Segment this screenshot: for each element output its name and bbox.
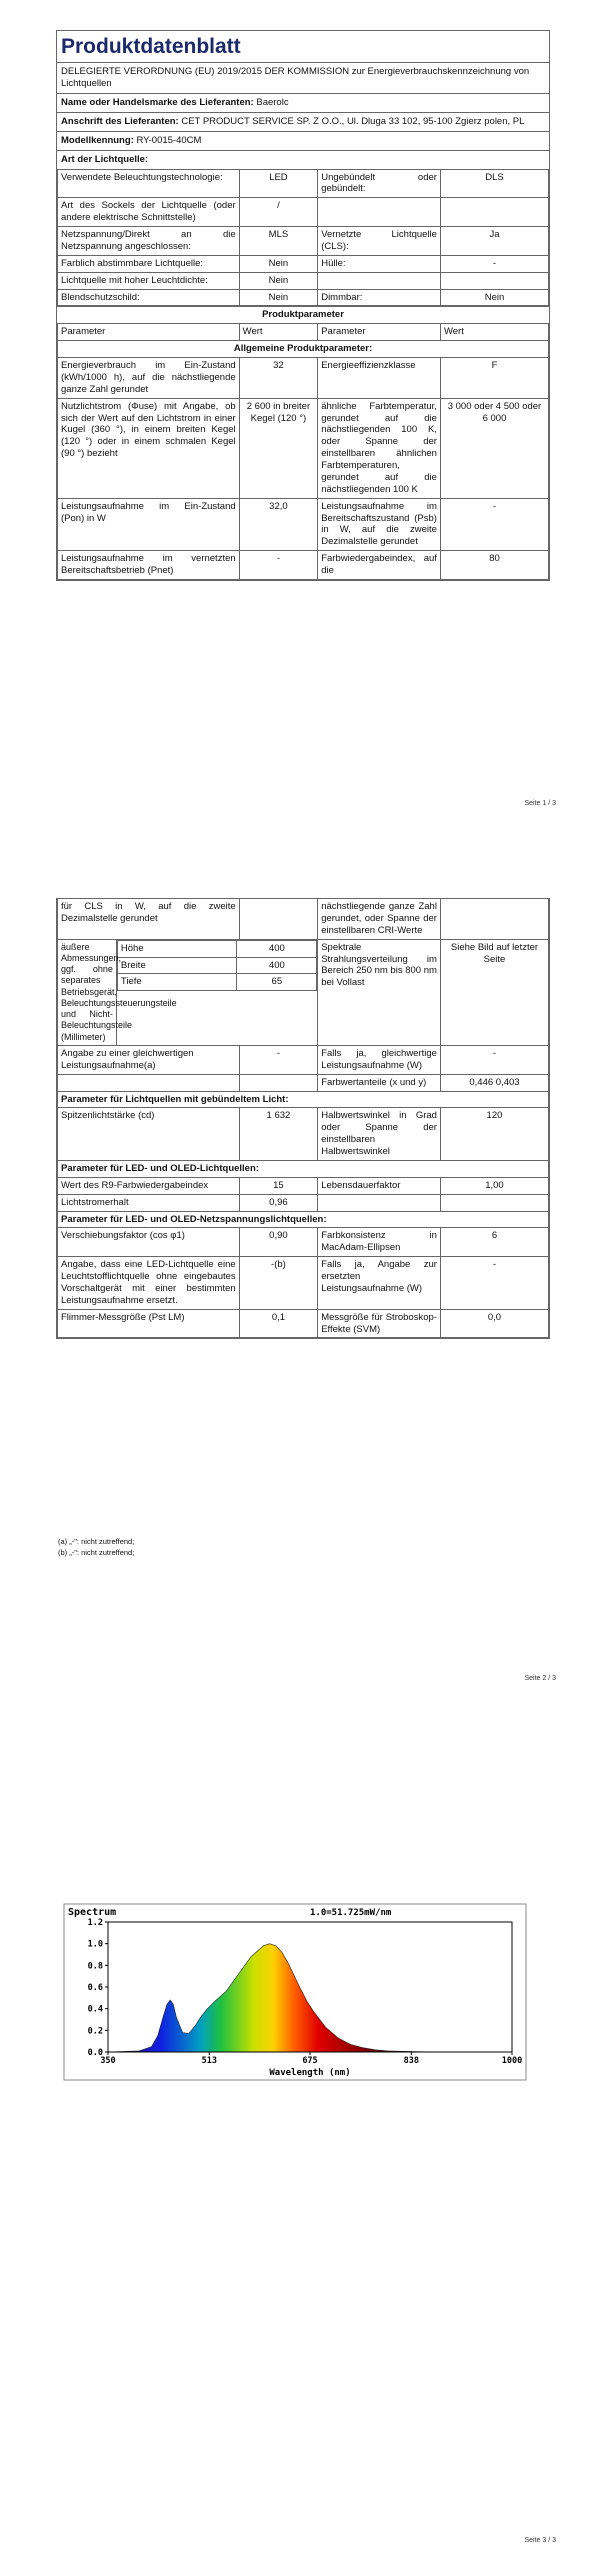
cls-power-cont: für CLS in W, auf die zweite Dezimalstelle gerundet bbox=[58, 899, 240, 940]
type_rows-cell bbox=[440, 272, 548, 289]
type_rows-row bbox=[58, 272, 549, 289]
empty-cell bbox=[239, 1074, 318, 1091]
dimension-value: 400 bbox=[237, 940, 317, 957]
y-tick-label: 1.2 bbox=[87, 1918, 103, 1928]
type_rows-cell: Lichtquelle mit hoher Leuchtdichte: bbox=[58, 272, 240, 289]
flicker-value: 0,1 bbox=[239, 1309, 318, 1338]
consist-value: 6 bbox=[440, 1228, 548, 1257]
light-source-type-table bbox=[57, 169, 549, 307]
datasheet-page-1 bbox=[56, 30, 550, 581]
spectral-label: Spektrale Strahlungsverteilung im Bereich 250 nm bis 800 nm bei Vollast bbox=[318, 939, 441, 1045]
col-param-1: Parameter bbox=[58, 324, 240, 341]
supplier-name-row bbox=[57, 94, 549, 113]
general-params-band: Allgemeine Produktparameter: bbox=[58, 341, 549, 358]
regulation-subtitle: DELEGIERTE VERORDNUNG (EU) 2019/2015 DER KOMMISSION zur Energieverbrauchskennzeichnung von Lichtquellen bbox=[57, 63, 549, 94]
general_rows-cell: Farbwiedergabeindex, auf die bbox=[318, 551, 441, 580]
life-value: 1,00 bbox=[440, 1177, 548, 1194]
general_rows-cell: 2 600 in breiter Kegel (120 °) bbox=[239, 398, 318, 498]
x-axis-label: Wavelength (nm) bbox=[269, 2068, 351, 2078]
type_rows-cell: Nein bbox=[239, 255, 318, 272]
strobo-label: Messgröße für Stroboskop-Effekte (SVM) bbox=[318, 1309, 441, 1338]
disp-value: 0,90 bbox=[239, 1228, 318, 1257]
cri-cont: nächstliegende ganze Zahl gerundet, oder Spanne der einstellbaren CRI-Werte bbox=[318, 899, 441, 940]
type_rows-cell: Verwendete Beleuchtungstechnologie: bbox=[58, 169, 240, 198]
dimensions-table bbox=[117, 940, 317, 992]
dimension-row bbox=[117, 974, 316, 991]
product-params-header bbox=[57, 323, 549, 580]
maint-label: Lichtstromerhalt bbox=[58, 1194, 240, 1211]
page-title: Produktdatenblatt bbox=[57, 31, 549, 63]
spectrum-chart bbox=[60, 1900, 530, 2085]
type_rows-cell bbox=[440, 198, 548, 227]
dimension-label: Höhe bbox=[117, 940, 237, 957]
type_rows-row bbox=[58, 198, 549, 227]
type_rows-cell: Netzspannung/Direkt an die Netzspannung angeschlossen: bbox=[58, 227, 240, 256]
supplier-address-value: CET PRODUCT SERVICE SP. Z O.O., Ul. Dluga 33 102, 95-100 Zgierz polen, PL bbox=[181, 115, 525, 127]
chroma-value: 0,446 0,403 bbox=[440, 1074, 548, 1091]
footnotes bbox=[58, 1535, 134, 1558]
maint-value: 0,96 bbox=[239, 1194, 318, 1211]
replace-label: Angabe, dass eine LED-Lichtquelle eine Leuchtstofflichtquelle ohne eingebautes Vorschaltgerät mit einer bestimmten Leistungsaufnahme ersetzt. bbox=[58, 1257, 240, 1310]
dimension-row bbox=[117, 957, 316, 974]
type_rows-cell: DLS bbox=[440, 169, 548, 198]
chart-annotation: 1.0=51.725mW/nm bbox=[310, 1908, 392, 1918]
led-band: Parameter für LED- und OLED-Lichtquellen: bbox=[58, 1160, 549, 1177]
general_rows-row bbox=[58, 358, 549, 399]
light-source-type-heading: Art der Lichtquelle: bbox=[61, 153, 149, 165]
page-footer-2: Seite 2 / 3 bbox=[524, 1675, 556, 1682]
general_rows-row bbox=[58, 398, 549, 498]
x-tick-label: 350 bbox=[100, 2056, 116, 2066]
flicker-label: Flimmer-Messgröße (Pst LM) bbox=[58, 1309, 240, 1338]
general_rows-cell: - bbox=[440, 498, 548, 551]
x-tick-label: 1000 bbox=[501, 2056, 523, 2066]
dimension-value: 65 bbox=[237, 974, 317, 991]
datasheet-page-2 bbox=[56, 898, 550, 1339]
col-param-2: Parameter bbox=[318, 324, 441, 341]
general_rows-row bbox=[58, 551, 549, 580]
y-tick-label: 0.8 bbox=[87, 1961, 103, 1972]
type_rows-cell: Nein bbox=[440, 289, 548, 306]
dimensions-label: äußere Abmessungen, ggf. ohne separates Betriebsgerät, Beleuchtungssteuerungsteile und Nicht-Beleuchtungsteile (Millimeter) bbox=[58, 939, 117, 1045]
replace-right-value: - bbox=[440, 1257, 548, 1310]
empty-cell bbox=[58, 1074, 240, 1091]
general_rows-cell: 32 bbox=[239, 358, 318, 399]
dimension-row bbox=[117, 940, 316, 957]
equiv-right-label: Falls ja, gleichwertige Leistungsaufnahme (W) bbox=[318, 1045, 441, 1074]
type_rows-cell bbox=[318, 198, 441, 227]
page-1 bbox=[0, 0, 604, 820]
type_rows-cell: Nein bbox=[239, 272, 318, 289]
y-tick-label: 0.6 bbox=[87, 1983, 103, 1993]
page-3 bbox=[0, 1690, 604, 2560]
type_rows-cell: Farblich abstimmbare Lichtquelle: bbox=[58, 255, 240, 272]
type_rows-row bbox=[58, 227, 549, 256]
model-value: RY-0015-40CM bbox=[136, 134, 202, 146]
equiv-label: Angabe zu einer gleichwertigen Leistungsaufnahme(a) bbox=[58, 1045, 240, 1074]
type_rows-cell: Hülle: bbox=[318, 255, 441, 272]
y-tick-label: 0.2 bbox=[87, 2026, 103, 2037]
general_rows-cell: ähnliche Farbtemperatur, gerundet auf die nächstliegenden 100 K, oder Spanne der einstellbaren ähnlichen Farbtemperaturen, gerundet auf die nächstliegenden 100 K bbox=[318, 398, 441, 498]
type_rows-cell: Ungebündelt oder gebündelt: bbox=[318, 169, 441, 198]
page2-table bbox=[57, 898, 549, 1338]
disp-label: Verschiebungsfaktor (cos φ1) bbox=[58, 1228, 240, 1257]
equiv-value: - bbox=[239, 1045, 318, 1074]
type_rows-cell: Vernetzte Lichtquelle (CLS): bbox=[318, 227, 441, 256]
r9-label: Wert des R9-Farbwiedergabeindex bbox=[58, 1177, 240, 1194]
consist-label: Farbkonsistenz in MacAdam-Ellipsen bbox=[318, 1228, 441, 1257]
chroma-label: Farbwertanteile (x und y) bbox=[318, 1074, 441, 1091]
type_rows-cell: Art des Sockels der Lichtquelle (oder andere elektrische Schnittstelle) bbox=[58, 198, 240, 227]
y-tick-label: 1.0 bbox=[87, 1939, 103, 1950]
dimensions-cell bbox=[116, 939, 317, 1045]
general_rows-cell: Nutzlichtstrom (Φuse) mit Angabe, ob sich der Wert auf den Lichtstrom in einer Kugel (360 °), in einem breiten Kegel (120 °) oder in einem schmalen Kegel (90 °) bezieht bbox=[58, 398, 240, 498]
type_rows-cell: MLS bbox=[239, 227, 318, 256]
type_rows-cell: Nein bbox=[239, 289, 318, 306]
type_rows-row bbox=[58, 289, 549, 306]
type_rows-cell: Ja bbox=[440, 227, 548, 256]
y-tick-label: 0.4 bbox=[87, 2004, 103, 2015]
replace-value: -(b) bbox=[239, 1257, 318, 1310]
type_rows-cell: LED bbox=[239, 169, 318, 198]
life-label: Lebensdauerfaktor bbox=[318, 1177, 441, 1194]
general_rows-cell: Leistungsaufnahme im Ein-Zustand (Pon) in W bbox=[58, 498, 240, 551]
chart-title: Spectrum bbox=[68, 1907, 117, 1918]
general_rows-cell: 80 bbox=[440, 551, 548, 580]
type_rows-row bbox=[58, 169, 549, 198]
mains-band: Parameter für LED- und OLED-Netzspannungslichtquellen: bbox=[58, 1211, 549, 1228]
supplier-address-label: Anschrift des Lieferanten: bbox=[61, 115, 179, 127]
type_rows-cell: - bbox=[440, 255, 548, 272]
col-value-2: Wert bbox=[440, 324, 548, 341]
supplier-name-label: Name oder Handelsmarke des Lieferanten: bbox=[61, 97, 254, 108]
general_rows-cell: 32,0 bbox=[239, 498, 318, 551]
peak-value: 1 632 bbox=[239, 1108, 318, 1161]
type_rows-cell bbox=[318, 272, 441, 289]
empty-cell bbox=[239, 899, 318, 940]
product-params-band: Produktparameter bbox=[57, 306, 549, 323]
dimension-label: Breite bbox=[117, 957, 237, 974]
beam-label: Halbwertswinkel in Grad oder Spanne der einstellbaren Halbwertswinkel bbox=[318, 1108, 441, 1161]
general_rows-cell: 3 000 oder 4 500 oder 6 000 bbox=[440, 398, 548, 498]
page-footer-3: Seite 3 / 3 bbox=[524, 2537, 556, 2544]
page-2 bbox=[0, 820, 604, 1690]
x-tick-label: 838 bbox=[403, 2056, 419, 2066]
footnote-a: (a) „-": nicht zutreffend; bbox=[58, 1537, 135, 1546]
page-footer-1: Seite 1 / 3 bbox=[524, 800, 556, 807]
equiv-right-value: - bbox=[440, 1045, 548, 1074]
model-row bbox=[57, 132, 549, 151]
type_rows-cell: Blendschutzschild: bbox=[58, 289, 240, 306]
spectrum-svg bbox=[60, 1900, 530, 2085]
footnote-b: (b) „-": nicht zutreffend; bbox=[58, 1548, 135, 1558]
replace-right-label: Falls ja, Angabe zur ersetzten Leistungsaufnahme (W) bbox=[318, 1257, 441, 1310]
model-label: Modellkennung: bbox=[61, 134, 134, 146]
type_rows-cell: Dimmbar: bbox=[318, 289, 441, 306]
x-tick-label: 675 bbox=[302, 2056, 318, 2066]
general_rows-cell: Energieeffizienzklasse bbox=[318, 358, 441, 399]
empty-cell bbox=[440, 1194, 548, 1211]
general_rows-cell: Leistungsaufnahme im vernetzten Bereitschaftsbetrieb (Pnet) bbox=[58, 551, 240, 580]
general_rows-cell: Energieverbrauch im Ein-Zustand (kWh/1000 h), auf die nächstliegende ganze Zahl gerundet bbox=[58, 358, 240, 399]
type_rows-cell: / bbox=[239, 198, 318, 227]
dimension-value: 400 bbox=[237, 957, 317, 974]
y-tick-label: 0.0 bbox=[87, 2048, 103, 2058]
strobo-value: 0,0 bbox=[440, 1309, 548, 1338]
empty-cell bbox=[440, 899, 548, 940]
peak-label: Spitzenlichtstärke (cd) bbox=[58, 1108, 240, 1161]
general_rows-row bbox=[58, 498, 549, 551]
spectral-value: Siehe Bild auf letzter Seite bbox=[440, 939, 548, 1045]
supplier-address-row bbox=[57, 113, 549, 132]
directional-band: Parameter für Lichtquellen mit gebündeltem Licht: bbox=[58, 1091, 549, 1108]
x-tick-label: 513 bbox=[201, 2056, 217, 2066]
r9-value: 15 bbox=[239, 1177, 318, 1194]
dimension-label: Tiefe bbox=[117, 974, 237, 991]
beam-value: 120 bbox=[440, 1108, 548, 1161]
general_rows-cell: F bbox=[440, 358, 548, 399]
general_rows-cell: Leistungsaufnahme im Bereitschaftszustand (Psb) in W, auf die zweite Dezimalstelle gerundet bbox=[318, 498, 441, 551]
col-value-1: Wert bbox=[239, 324, 318, 341]
empty-cell bbox=[318, 1194, 441, 1211]
type_rows-row bbox=[58, 255, 549, 272]
general_rows-cell: - bbox=[239, 551, 318, 580]
supplier-name-value: Baerolc bbox=[256, 97, 289, 108]
